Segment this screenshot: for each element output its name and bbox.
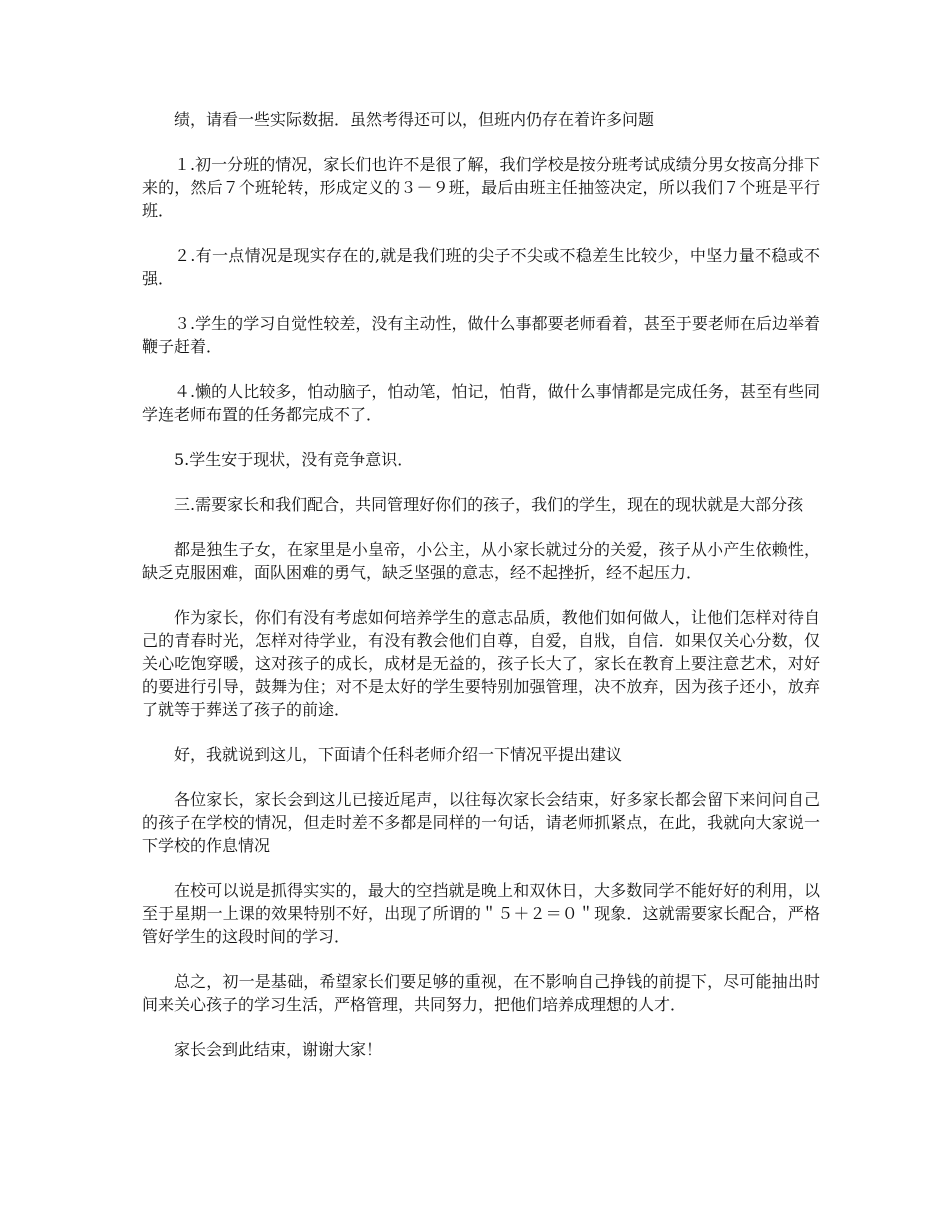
paragraph-closing: 家长会到此结束，谢谢大家！ bbox=[174, 1040, 383, 1059]
paragraph-section-3: 三.需要家长和我们配合，共同管理好你们的孩子，我们的学生，现在的现状就是大部分孩 bbox=[174, 495, 804, 514]
paragraph-conclusion: 总之，初一是基础，希望家长们要足够的重视，在不影响自己挣钱的前提下，尽可能抽出时间来关心孩子的学习生活，严格管理，共同努力，把他们培养成理想的人才． bbox=[142, 972, 820, 1014]
paragraph-point-5: 5.学生安于现状，没有竞争意识． bbox=[174, 450, 414, 469]
paragraph-point-3: ３.学生的学习自觉性较差，没有主动性，做什么事都要老师看着，甚至于要老师在后边举着鞭子赶着． bbox=[142, 314, 820, 356]
paragraph-school-schedule: 在校可以说是抓得实实的，最大的空挡就是晚上和双休日，大多数同学不能好好的利用，以至于星期一上课的效果特别不好，出现了所谓的＂５＋２＝０＂现象．这就需要家长配合，严格管好学生的这段时间的学习． bbox=[142, 881, 820, 946]
paragraph-teachers-intro: 好，我就说到这儿，下面请个任科老师介绍一下情况平提出建议 bbox=[174, 745, 623, 764]
paragraph-as-parents: 作为家长，你们有没有考虑如何培养学生的意志品质，教他们如何做人，让他们怎样对待自己的青春时光，怎样对待学业，有没有教会他们自尊，自爱，自戕，自信．如果仅关心分数，仅关心吃饱穿暖，这对孩子的成长，成材是无益的，孩子长大了，家长在教育上要注意艺术，对好的要进行引导，鼓舞为住；对不是太好的学生要特别加强管理，决不放弃，因为孩子还小，放弃了就等于葬送了孩子的前途． bbox=[142, 608, 820, 719]
paragraph-point-4: ４.懒的人比较多，怕动脑子，怕动笔，怕记，怕背，做什么事情都是完成任务，甚至有些同学连老师布置的任务都完成不了． bbox=[142, 382, 820, 424]
document-body bbox=[142, 108, 820, 1083]
paragraph-exam-problems: 绩，请看一些实际数据．虽然考得还可以，但班内仍存在着许多问题 bbox=[174, 110, 655, 129]
paragraph-meeting-ending: 各位家长，家长会到这儿已接近尾声，以往每次家长会结束，好多家长都会留下来问问自己的孩子在学校的情况，但走时差不多都是同样的一句话，请老师抓紧点，在此，我就向大家说一下学校的作息情况 bbox=[142, 790, 820, 855]
paragraph-point-2: ２.有一点情况是现实存在的,就是我们班的尖子不尖或不稳差生比较少，中坚力量不稳或不强． bbox=[142, 246, 820, 288]
paragraph-point-1: １.初一分班的情况，家长们也许不是很了解，我们学校是按分班考试成绩分男女按高分排下来的，然后７个班轮转，形成定义的３－９班，最后由班主任抽签决定，所以我们７个班是平行班． bbox=[142, 155, 820, 220]
paragraph-only-children: 都是独生子女，在家里是小皇帝，小公主，从小家长就过分的关爱，孩子从小产生依赖性，缺乏克服困难，面队困难的勇气，缺乏坚强的意志，经不起挫折，经不起压力． bbox=[142, 540, 820, 582]
